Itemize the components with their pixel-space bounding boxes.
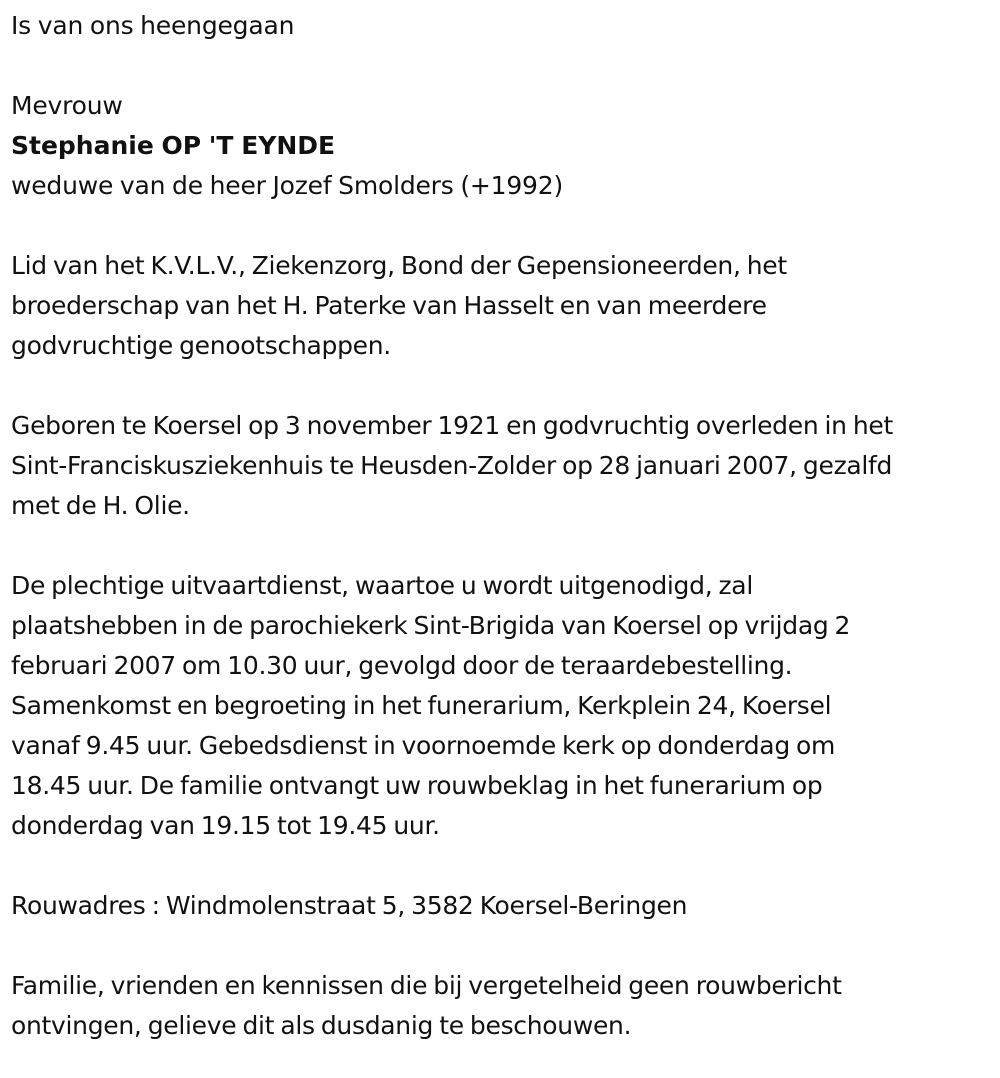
- paragraph-line: plaatshebben in de parochiekerk Sint-Brigida van Koersel op vrijdag 2: [11, 611, 851, 640]
- birth-death-paragraph: [11, 406, 991, 526]
- paragraph-line: broederschap van het H. Paterke van Hasselt en van meerdere: [11, 291, 767, 320]
- deceased-name: Stephanie OP 'T EYNDE: [11, 131, 336, 160]
- paragraph-line: De plechtige uitvaartdienst, waartoe u wordt uitgenodigd, zal: [11, 571, 753, 600]
- spacer: [11, 846, 991, 886]
- spacer: [11, 206, 991, 246]
- paragraph-line: Lid van het K.V.L.V., Ziekenzorg, Bond der Gepensioneerden, het: [11, 251, 787, 280]
- paragraph-line: februari 2007 om 10.30 uur, gevolgd door de teraardebestelling.: [11, 651, 793, 680]
- paragraph-line: Geboren te Koersel op 3 november 1921 en godvruchtig overleden in het: [11, 411, 893, 440]
- paragraph-line: vanaf 9.45 uur. Gebedsdienst in voornoemde kerk op donderdag om: [11, 731, 836, 760]
- obituary-document: [11, 6, 991, 1046]
- paragraph-line: donderdag van 19.15 tot 19.45 uur.: [11, 811, 440, 840]
- paragraph-line: Sint-Franciskusziekenhuis te Heusden-Zolder op 28 januari 2007, gezalfd: [11, 451, 893, 480]
- spacer: [11, 366, 991, 406]
- paragraph-line: 18.45 uur. De familie ontvangt uw rouwbeklag in het funerarium op: [11, 771, 823, 800]
- honorific: Mevrouw: [11, 91, 123, 120]
- spacer: [11, 526, 991, 566]
- membership-paragraph: [11, 246, 991, 366]
- paragraph-line: Samenkomst en begroeting in het funerarium, Kerkplein 24, Koersel: [11, 691, 832, 720]
- funeral-paragraph: [11, 566, 991, 846]
- intro-text: Is van ons heengegaan: [11, 11, 295, 40]
- spouse-note: weduwe van de heer Jozef Smolders (+1992): [11, 171, 564, 200]
- paragraph-line: ontvingen, gelieve dit als dusdanig te beschouwen.: [11, 1011, 632, 1040]
- spacer: [11, 46, 991, 86]
- spacer: [11, 926, 991, 966]
- closing-paragraph: [11, 966, 991, 1046]
- mourning-address: Rouwadres : Windmolenstraat 5, 3582 Koersel-Beringen: [11, 891, 688, 920]
- paragraph-line: godvruchtige genootschappen.: [11, 331, 391, 360]
- paragraph-line: Familie, vrienden en kennissen die bij vergetelheid geen rouwbericht: [11, 971, 842, 1000]
- paragraph-line: met de H. Olie.: [11, 491, 190, 520]
